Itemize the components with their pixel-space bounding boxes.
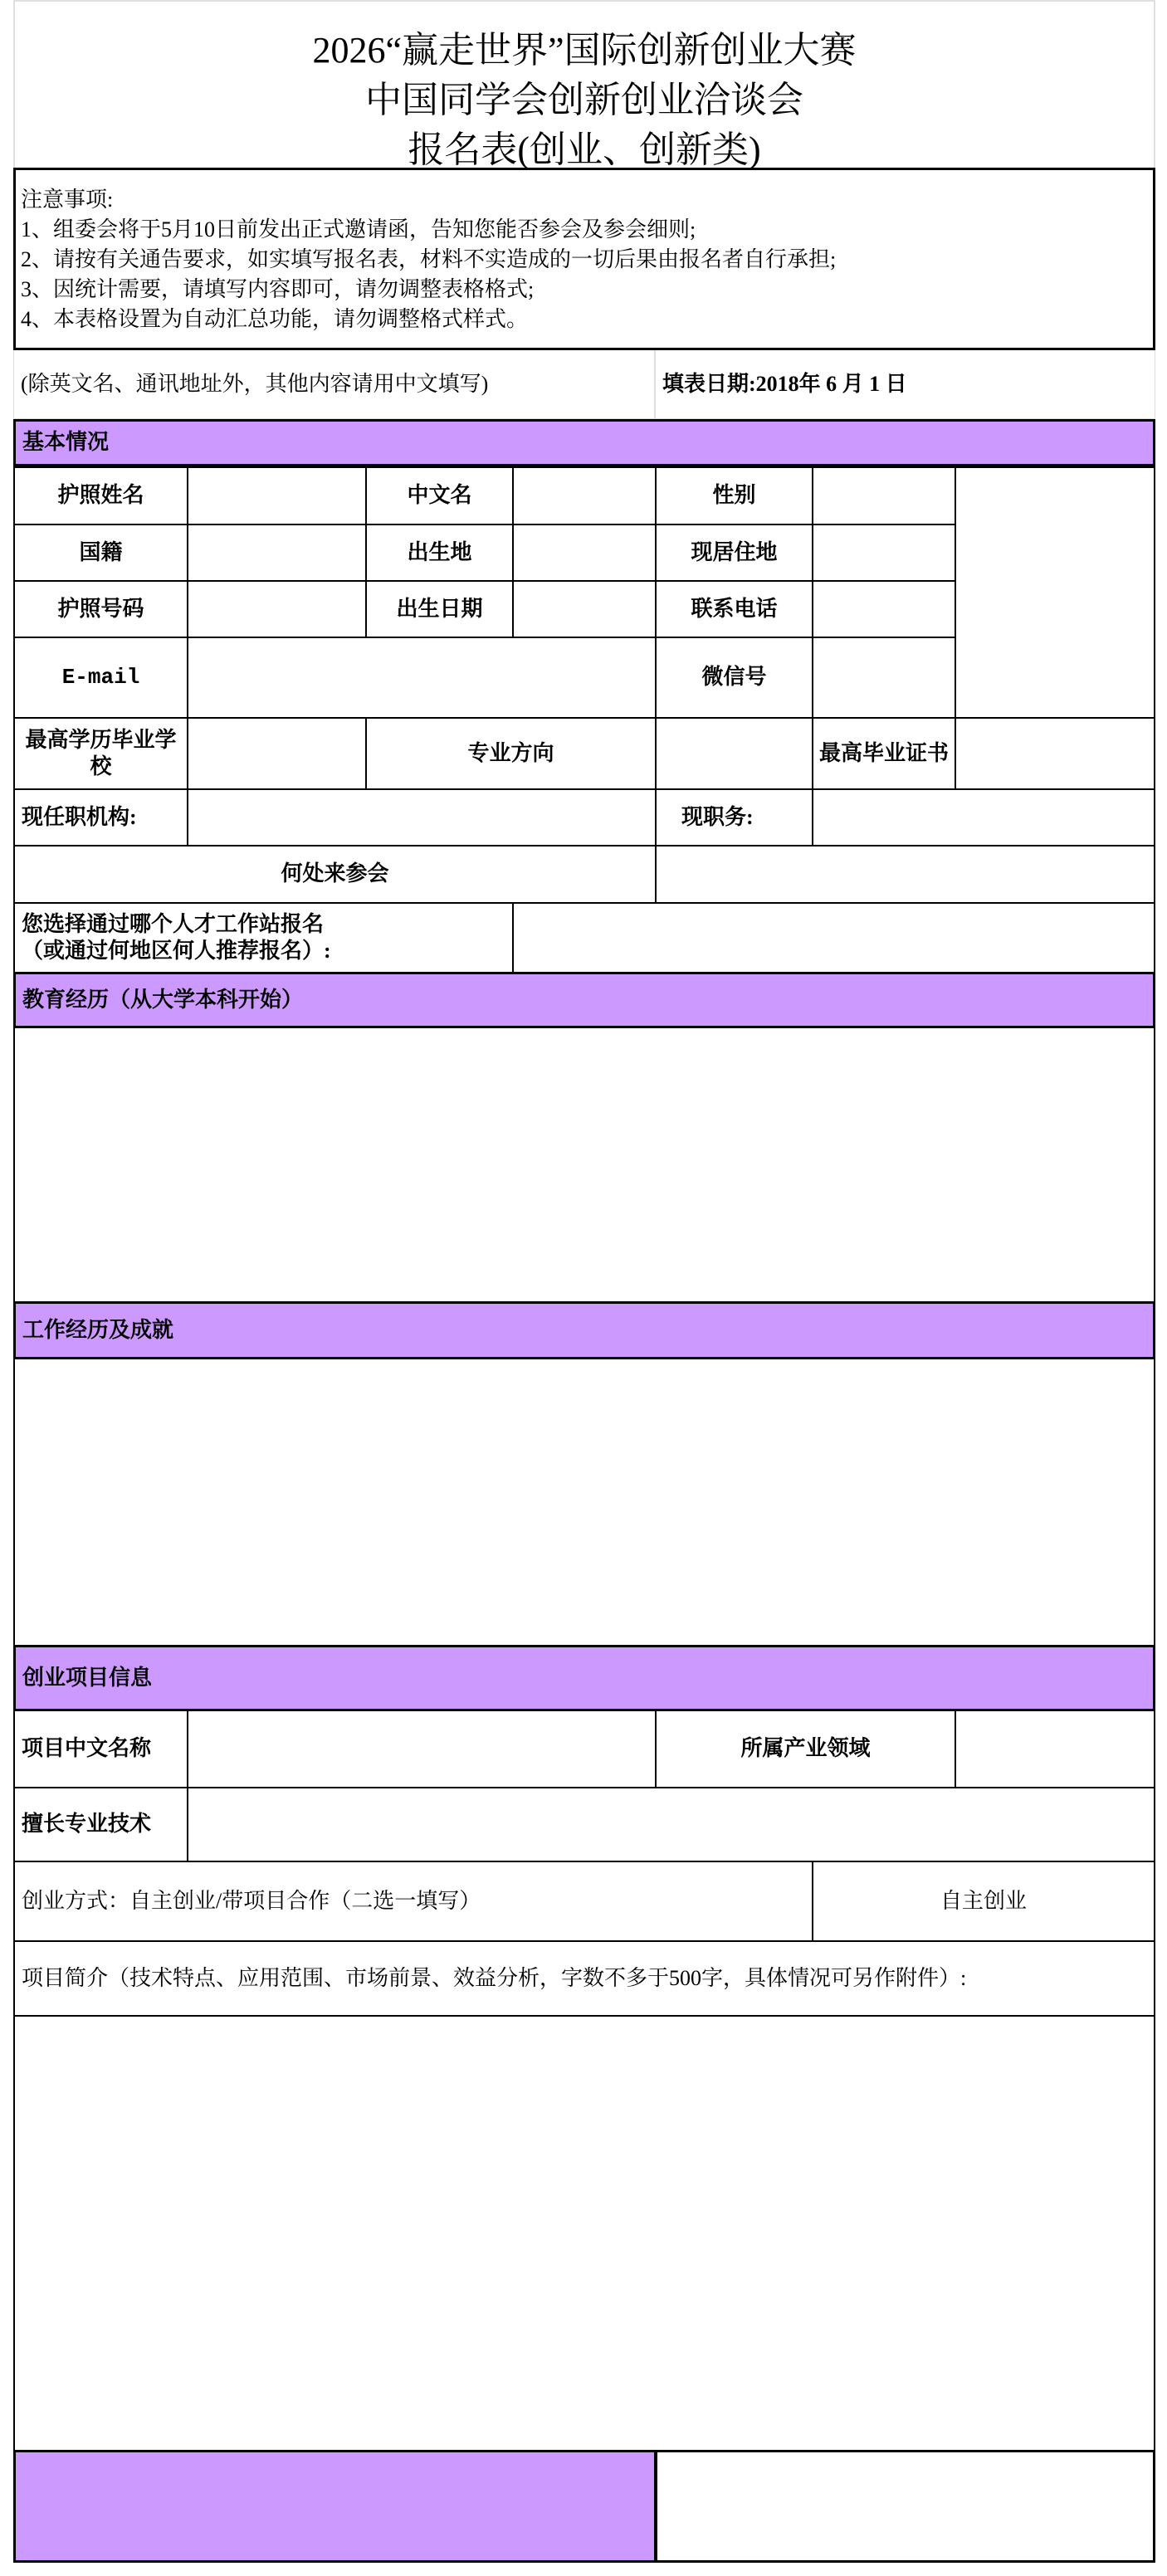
label-venture-mode: 创业方式：自主创业/带项目合作（二选一填写） <box>13 1861 813 1942</box>
form-title <box>13 0 1155 168</box>
input-passport-name[interactable] <box>187 466 367 525</box>
section-education: 教育经历（从大学本科开始） <box>13 972 1155 1028</box>
label-residence: 现居住地 <box>655 524 813 582</box>
title-line-2: 中国同学会创新创业洽谈会 <box>365 80 803 120</box>
notes-item: 4、本表格设置为自动汇总功能，请勿调整格式样式。 <box>21 307 529 331</box>
input-email[interactable] <box>187 637 657 719</box>
label-major: 专业方向 <box>365 717 657 790</box>
notes-heading: 注意事项: <box>21 188 114 212</box>
input-industry[interactable] <box>955 1710 1155 1788</box>
input-position[interactable] <box>812 788 1155 846</box>
label-gender: 性别 <box>655 466 813 525</box>
input-passport-number[interactable] <box>187 580 367 638</box>
input-birth-date[interactable] <box>512 580 657 638</box>
label-chinese-name: 中文名 <box>365 466 514 525</box>
title-line-1: 2026“赢走世界”国际创新创业大赛 <box>312 30 857 71</box>
input-residence[interactable] <box>812 524 956 582</box>
input-education[interactable] <box>13 1027 1155 1303</box>
label-industry: 所属产业领域 <box>655 1710 956 1788</box>
photo-cell[interactable] <box>955 466 1155 719</box>
label-employer: 现任职机构: <box>13 788 188 846</box>
label-project-intro: 项目简介（技术特点、应用范围、市场前景、效益分析，字数不多于500字，具体情况可另作附件）: <box>13 1940 1155 2017</box>
input-station[interactable] <box>512 902 1155 973</box>
label-certificate: 最高毕业证书 <box>812 717 956 790</box>
label-school: 最高学历毕业学校 <box>13 717 188 790</box>
notes-box <box>13 168 1155 350</box>
input-phone[interactable] <box>812 580 956 638</box>
label-expertise: 擅长专业技术 <box>13 1787 188 1862</box>
input-work[interactable] <box>13 1358 1155 1647</box>
input-school[interactable] <box>187 717 367 790</box>
input-project-intro[interactable] <box>13 2015 1155 2452</box>
input-employer[interactable] <box>187 788 657 846</box>
title-line-3: 报名表(创业、创新类) <box>408 129 761 170</box>
fill-date: 填表日期:2018年 6 月 1 日 <box>655 350 1155 419</box>
label-station <box>13 902 514 973</box>
label-birth-date: 出生日期 <box>365 580 514 638</box>
section-work: 工作经历及成就 <box>13 1301 1155 1359</box>
label-email: E-mail <box>13 637 188 719</box>
input-certificate[interactable] <box>955 717 1155 790</box>
select-venture-mode[interactable]: 自主创业 <box>812 1861 1155 1942</box>
input-gender[interactable] <box>812 466 956 525</box>
input-chinese-name[interactable] <box>512 466 657 525</box>
label-passport-name: 护照姓名 <box>13 466 188 525</box>
input-nationality[interactable] <box>187 524 367 582</box>
input-project-name[interactable] <box>187 1710 657 1788</box>
notes-item: 2、请按有关通告要求，如实填写报名表，材料不实造成的一切后果由报名者自行承担; <box>21 247 837 271</box>
label-passport-number: 护照号码 <box>13 580 188 638</box>
label-project-name: 项目中文名称 <box>13 1710 188 1788</box>
section-project: 创业项目信息 <box>13 1645 1155 1711</box>
input-major[interactable] <box>655 717 813 790</box>
label-origin: 何处来参会 <box>13 845 657 904</box>
label-wechat: 微信号 <box>655 637 813 719</box>
footer-blank-cell[interactable] <box>655 2450 1155 2563</box>
input-expertise[interactable] <box>187 1787 1155 1862</box>
label-position: 现职务: <box>655 788 813 846</box>
label-phone: 联系电话 <box>655 580 813 638</box>
section-basic-info: 基本情况 <box>13 419 1155 466</box>
notes-item: 1、组委会将于5月10日前发出正式邀请函，告知您能否参会及参会细则; <box>21 217 696 242</box>
input-birthplace[interactable] <box>512 524 657 582</box>
input-wechat[interactable] <box>812 637 956 719</box>
footer-purple-cell <box>13 2450 657 2563</box>
label-nationality: 国籍 <box>13 524 188 582</box>
instruction-text: (除英文名、通讯地址外，其他内容请用中文填写) <box>13 350 655 419</box>
label-station-line-2: （或通过何地区何人推荐报名）: <box>22 939 331 963</box>
label-birthplace: 出生地 <box>365 524 514 582</box>
label-station-line-1: 您选择通过哪个人才工作站报名 <box>22 911 325 936</box>
notes-item: 3、因统计需要，请填写内容即可，请勿调整表格格式; <box>21 277 535 301</box>
input-origin[interactable] <box>655 845 1155 904</box>
